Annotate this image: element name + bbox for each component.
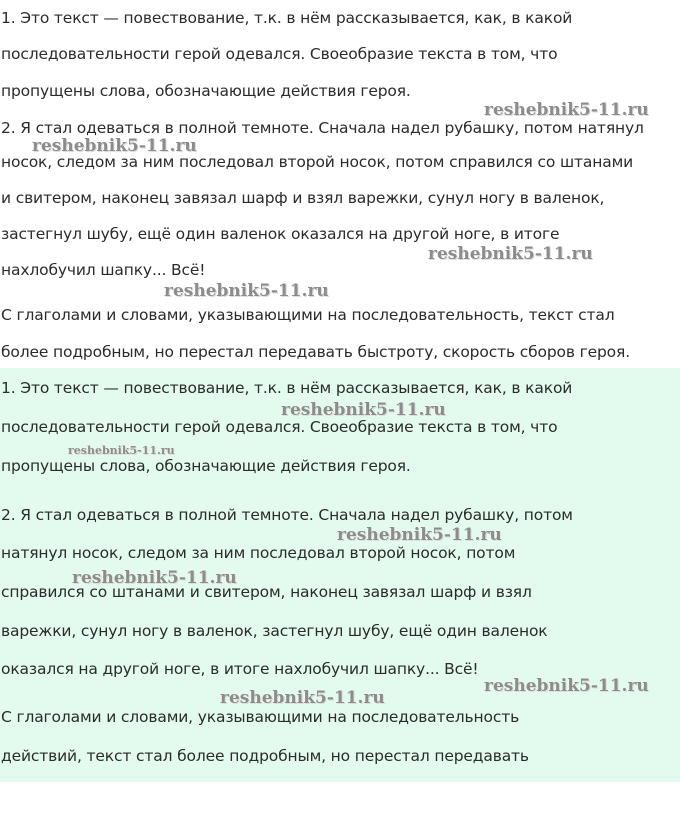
text-line: 2. Я стал одеваться в полной темноте. Сначала надел рубашку, потом натянул bbox=[1, 119, 644, 137]
text-line: справился со штанами и свитером, наконец завязал шарф и взял bbox=[1, 583, 532, 601]
text-line: 2. Я стал одеваться в полной темноте. Сначала надел рубашку, потом bbox=[1, 506, 573, 524]
text-line: носок, следом за ним последовал второй носок, потом справился со штанами bbox=[1, 153, 634, 171]
text-line: 1. Это текст — повествование, т.к. в нём рассказывается, как, в какой bbox=[1, 379, 573, 397]
watermark: reshebnik5-11.ru bbox=[484, 100, 649, 120]
watermark: reshebnik5-11.ru bbox=[68, 444, 175, 457]
text-line: последовательности герой одевался. Своеобразие текста в том, что bbox=[1, 45, 558, 63]
text-line: пропущены слова, обозначающие действия героя. bbox=[1, 457, 411, 475]
text-line: варежки, сунул ногу в валенок, застегнул шубу, ещё один валенок bbox=[1, 622, 548, 640]
watermark: reshebnik5-11.ru bbox=[337, 525, 502, 545]
answer-block-plain bbox=[0, 0, 680, 368]
text-line: 1. Это текст — повествование, т.к. в нём рассказывается, как, в какой bbox=[1, 9, 573, 27]
text-line: нахлобучил шапку... Всё! bbox=[1, 261, 206, 279]
text-line: застегнул шубу, ещё один валенок оказался на другой ноге, в итоге bbox=[1, 225, 560, 243]
text-line: С глаголами и словами, указывающими на последовательность bbox=[1, 708, 520, 726]
text-line: более подробным, но перестал передавать быстроту, скорость сборов героя. bbox=[1, 343, 630, 361]
watermark: reshebnik5-11.ru bbox=[220, 688, 385, 708]
text-line: и свитером, наконец завязал шарф и взял варежки, сунул ногу в валенок, bbox=[1, 189, 605, 207]
watermark: reshebnik5-11.ru bbox=[484, 676, 649, 696]
text-line: пропущены слова, обозначающие действия героя. bbox=[1, 82, 411, 100]
watermark: reshebnik5-11.ru bbox=[72, 568, 237, 588]
text-line: натянул носок, следом за ним последовал второй носок, потом bbox=[1, 544, 516, 562]
text-line: С глаголами и словами, указывающими на последовательность, текст стал bbox=[1, 306, 615, 324]
watermark: reshebnik5-11.ru bbox=[32, 136, 197, 156]
text-line: последовательности герой одевался. Своеобразие текста в том, что bbox=[1, 418, 558, 436]
text-line: действий, текст стал более подробным, но перестал передавать bbox=[1, 747, 529, 765]
text-line: оказался на другой ноге, в итоге нахлобучил шапку... Всё! bbox=[1, 660, 479, 678]
watermark: reshebnik5-11.ru bbox=[164, 281, 329, 301]
watermark: reshebnik5-11.ru bbox=[281, 400, 446, 420]
watermark: reshebnik5-11.ru bbox=[428, 244, 593, 264]
